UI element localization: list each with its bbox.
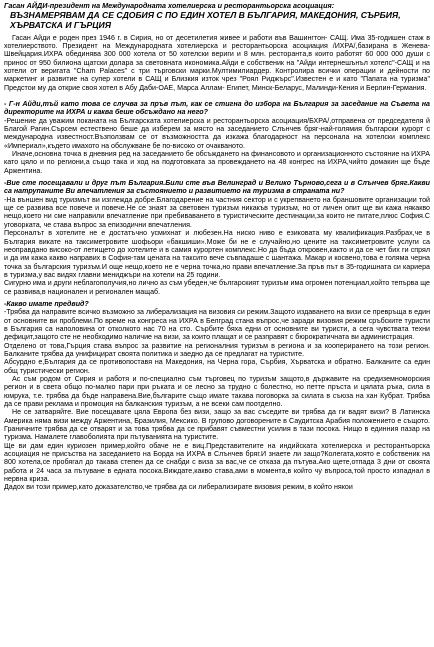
answer-3-paragraph-5: Не се затваряйте. Вие посещавате цяла Европа без визи, защо за вас съседите ви трябва да ги вадят визи? В Латинска Америка няма визи между Аржентина, Бразилия, Мексико. В групово договорените в Саудитска Арабия положението е същото. Граничните трябва да се отварят и за това трябва да се прибавят съвместни усилия в тази посока. Нищо в единния пазар на туризма. Намалете главоболията при пътуванията на туристите. [4,408,430,442]
answer-1-paragraph-1: -Решение да уважим поканата на Българската хотелиерска и ресторантьорска асоциация/БХРА/,отправена от председателя й Благой Рагин.Сърсем естествено беше да изберем за място на заседанието Слънчев бряг-най-голямия български курорт с международна известност.Възползвам се от възможността да изкажа благодарност на персонала на хотелски комплекс «Империал»,където имахото на обслужване бе по-високо от очакваното. [4,116,430,150]
answer-3-paragraph-7: Дадох ви този пример,като доказателство,че трябва да си либерализирате визовия режим, в който някои [4,483,353,492]
article-intro: Гасан Айди е роден през 1946 г. в Сирия, но от десетилетия живее и работи във Вашингтон- САЩ. Има 35-годишен стаж в хотелиерството. Президент на Международната хотелиерска и ресторантьорска асоциация /ИХРА/,базирана в Женева-Швейцария.ИХРА обединява 300 000 хотела от 50 хотелски вериги и 8 млн. ресторанта,в които работят 60 000 000 души с принос от 950 билиона щатски долара за световната икономика.Айди е собственик на "Айди интернешънъл хотелс"-САЩ и на хотели от веригата "Cham Palaces" с три търговски марки.Мултимилиардер. Контролира всички операции и дейности по маркетинг и развитие на супер хотели в САЩ и Близкия изток чрез "Роял Риджърс".Известен е и като "Папата на туризма" Предстои му да открие своя хотел в Абу Даби-ОАЕ, Марса Аллам- Египет, Минск-Беларус, Малинди-Кения и Берлин-Германия. [4,33,430,92]
question-3: -Какво имате предвид? [4,299,89,308]
answer-2-paragraph-1: -На външен вид туризмът ви изглежда добре.Благодарение на частния сектор и с укрепването на браншовите организации той ще се развива все повече и повече.Не се знаят за световен туризъм никакъв туризъм, но от личен опит ще ви кажа някакво нещо,което ни сме направили впечатление при пребиваването в туристическите дестинации,за които не питате,плюс София.С уговорката, че става въпрос за епизодични впечатления. [4,195,430,229]
answer-3-paragraph-1: -Трябва да направите всичко възможно за либерализация на визовия си режим.Защото издаването на визи се превръща в един от основните ви проблеми.По време на конгреса на ИХРА в Белград стана въпрос,че заради визовия режим сръбските туристи в България са наполовина от отколкото нас 70 на сто. Сърбите бяха едни от основните ви туристи, а сега чувствата техни дефицит,защото сте не необходимо наличие на визи, за които плащат и се разправят с бюрократичната ви администрация. [4,308,430,342]
question-2: -Вие сте посещавали и друг път България.Били сте във Велинград и Велико Търново,сега и в Слънчев бряг.Какви са натрупаните Ви впечатления за състоянието и развитието на туризма в страната ни? [4,179,430,196]
question-1: - Г-н Айди,тъй като това се случва за пръв път, как се стигна до избора на България за заседание на Съвета на директорите на ИХРА и каква беше обсъждано на него? [4,100,430,117]
article-headline: ВЪЗНАМЕРЯВАМ ДА СЕ СДОБИЯ С ПО ЕДИН ХОТЕЛ В БЪЛГАРИЯ, МАКЕДОНИЯ, СЪРБИЯ, ХЪРВАТСКА И ГЪРЦИЯ [10,10,401,30]
answer-3-paragraph-2: Отделено от това,Гърция става въпрос за развитие на регионалния туризъм в региона и за кооперирането на този регион. Балканите трябва да унифицират своята политика и заедно да се предлагат на туристите. [4,341,430,358]
answer-3-paragraph-4: Ас съм родом от Сирия и работя и по-специално съм търговец по туризъм защото,в държавите на средиземноморския регион и в света общо по-малко пари при ръката и се лесно за трудно с болестно, но петте пръста и цялата ръка, сила в юмрука, т.е. трябва да бъде направена.Вие,българите също имате такава поговорка за силата в съюза на хан Кубрат. Трябва да се прави реклама и промоция на балканския туризъм, а не всеки сам поотделно. [4,375,430,409]
answer-2-paragraph-3: Сигурно има и други неблагополучия,но лично аз съм убеден,че българският туризъм има огромен потенциал,който тепърва ще се развива,в национален и регионален мащаб. [4,279,430,296]
answer-2-paragraph-2: Персоналът в хотелите не е достатъчно усмихнат и любезен.На ниско ниво е езиковата му квалификация.Разбрах,че в България викате на таксиметровите шофьори «бакшиши».Може би не е случайно,но цените на таксиметровите услуги са неоправдано високо-от летището до хотелите и в самия курортен комплекс.Но да бъда откровен,както и да се чет бих ги спрял и да им кажа какво направих в София-там цената на таксито вече съвпадаше с шантажа. Макар и косвено,това е голяма черна точка за българския туризъм.И още нещо,което не е черна точка,но прави впечатление.За пръв път в 35-годишната си кариера в туризма,у вас видях главни мениджъри на хотели на 25 години. [4,229,430,279]
article-title: Гасан АЙДИ-президент на Международната хотелиерска и ресторантьорска асоциация: [4,1,335,10]
answer-3-paragraph-6: Ще ви дам един куриозен пример,който обаче не е виц.Представителите на индийската хотелиерска и ресторантьорска асоциация не присъства на заседанието на Борда на ИХРА в Слънчев бряг.И знаете ли защо?Колегата,която е собственик на 800 хотела,се пробягал до такава степен да се снабди с виза за вас,че се отказа да пътува.Ако щете,отпада 3 дни от своята работа и 24 часа за пътуване в едната посока.Виждате,какво става,ами в момента,в който чу въпроса,той просто изпаднал в нервна криза. [4,441,430,484]
answer-3-paragraph-3: Абсурдно е,България да се противопоставя на Македония, на Черна гора, Сърбия, Хърватска и обратно. Балканите са един общ туристически регион. [4,358,430,375]
answer-1-paragraph-2: Иначе,основна точка в дневния ред на заседанието бе обсъждането на финансовото и организационното състояние на ИХРА като цяло и по региони,а също така и ход на подготовката за провеждането на 48 конгрес на ИХРА,чийто домакин ще бъде Аржентина. [4,150,430,175]
